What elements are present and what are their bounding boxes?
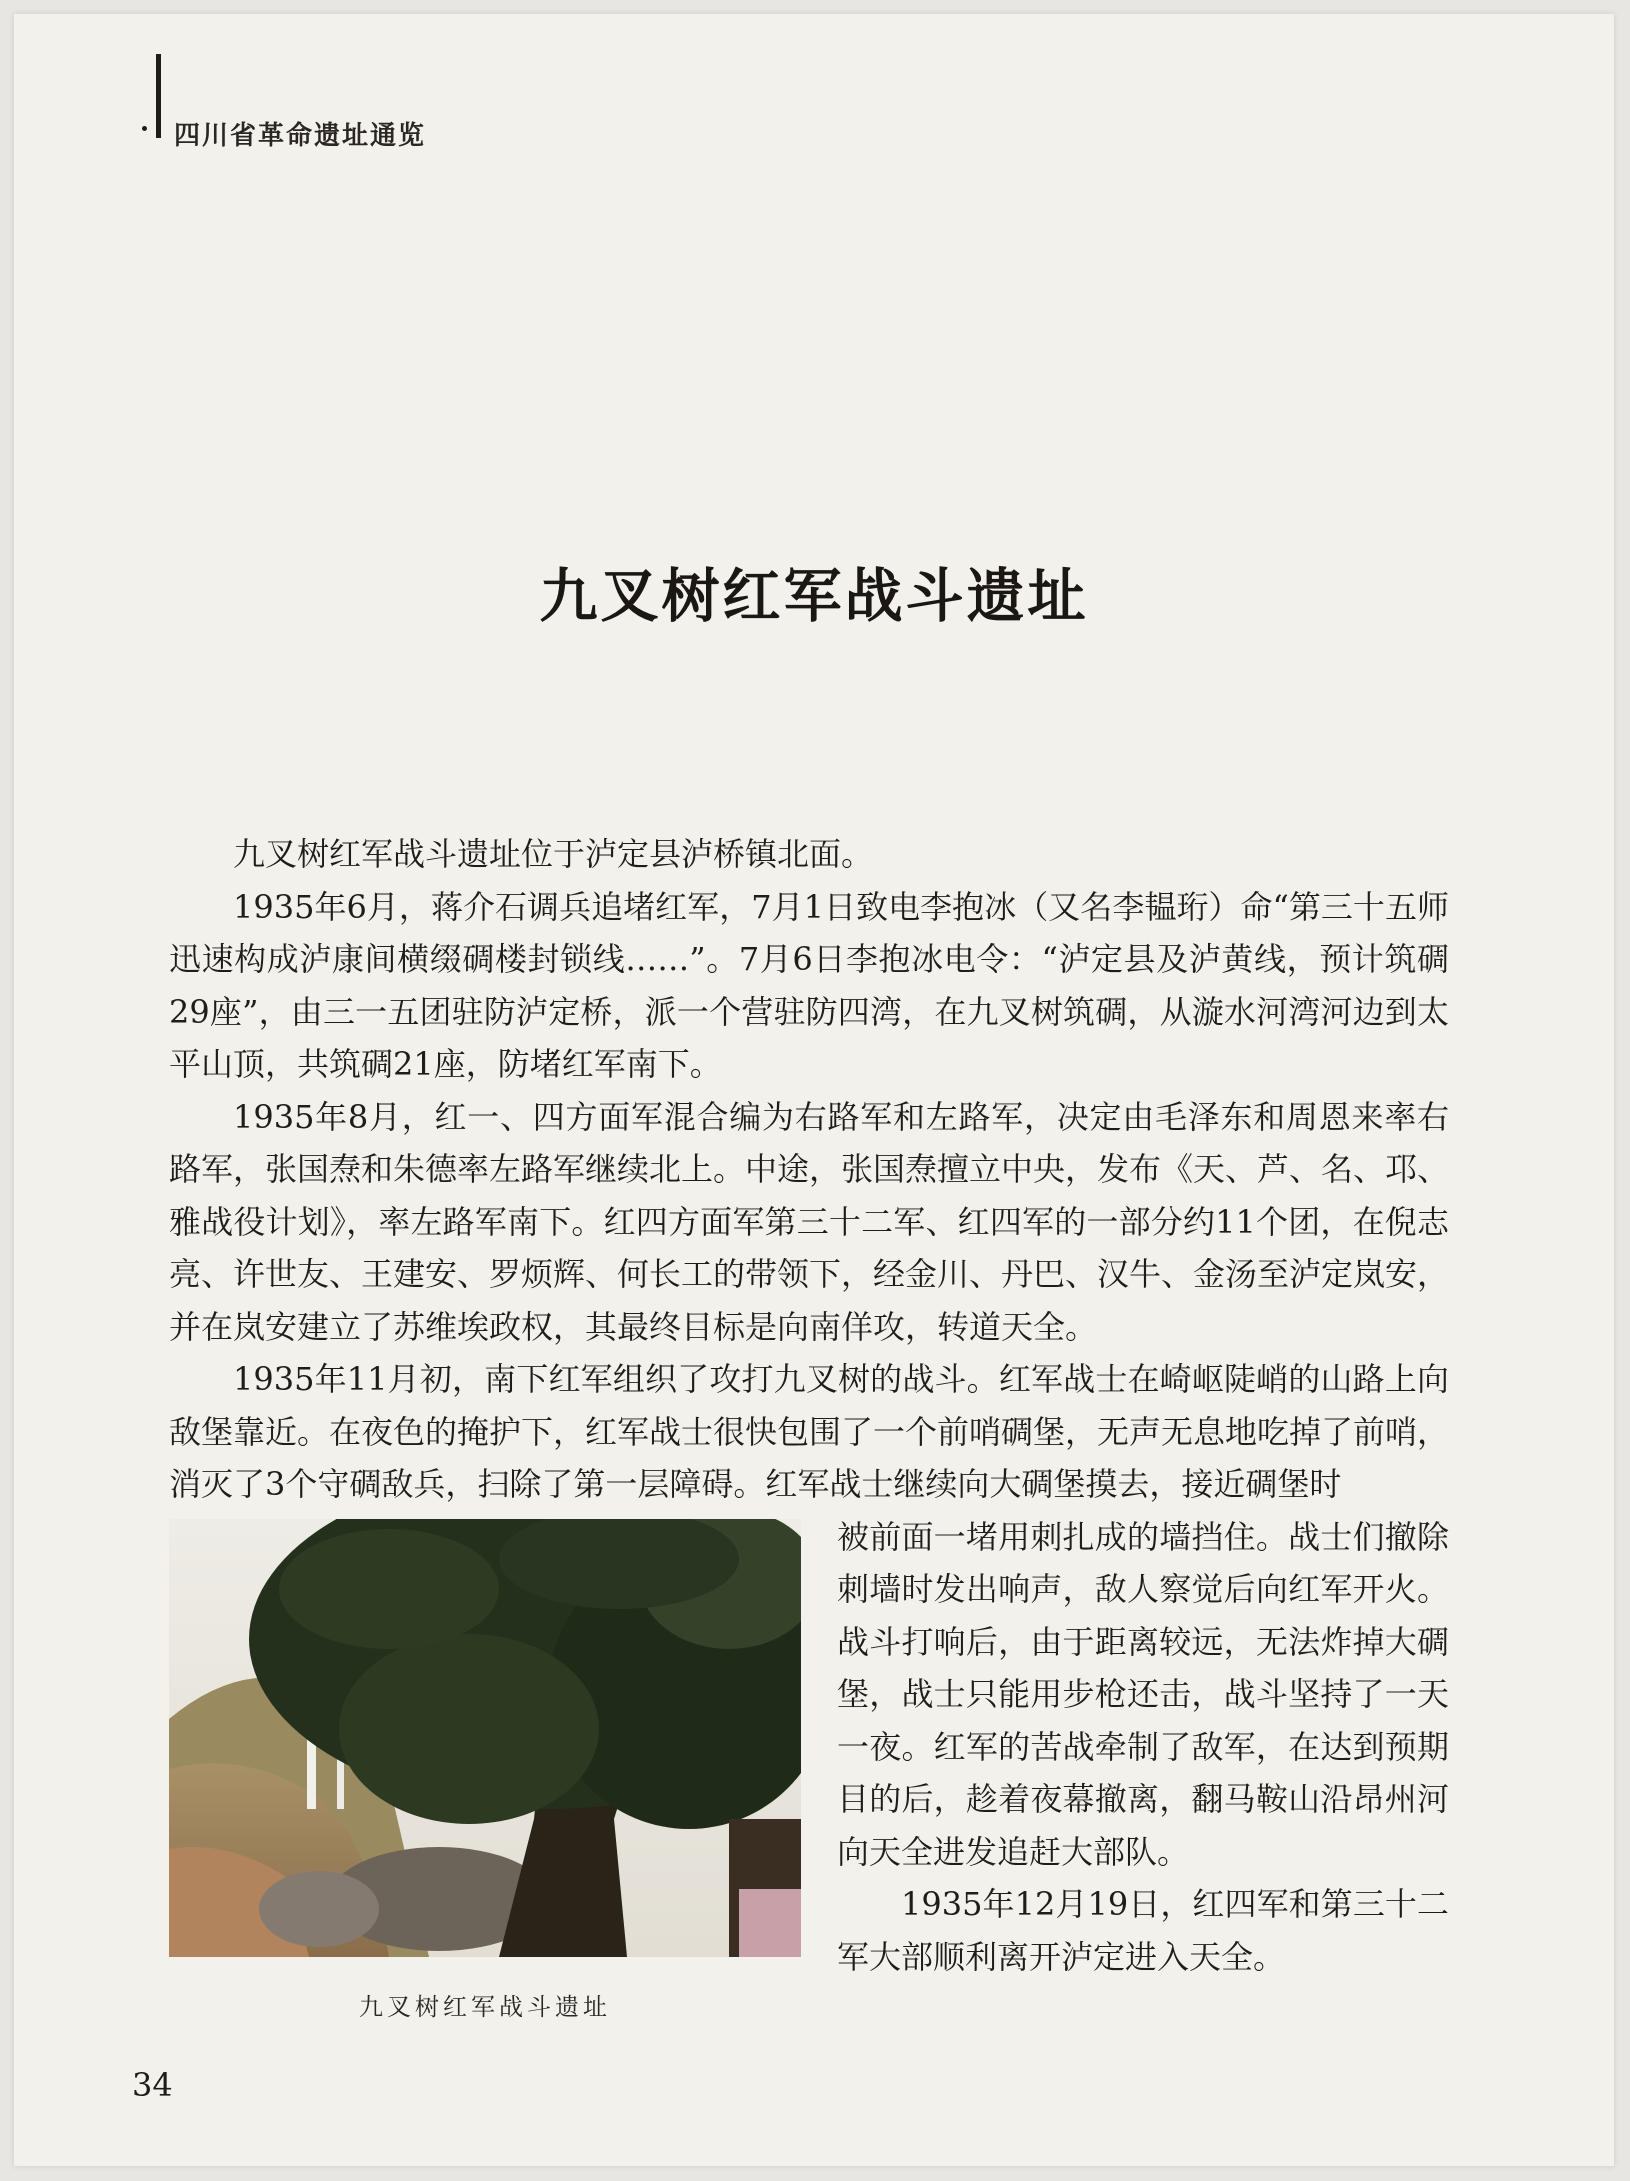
article-title: 九叉树红军战斗遗址 bbox=[539, 562, 1089, 630]
header-rule bbox=[156, 54, 161, 138]
page-number: 34 bbox=[132, 2066, 173, 2104]
article-body bbox=[169, 828, 1449, 2045]
book-title: 四川省革命遗址通览 bbox=[174, 121, 427, 151]
figure-caption: 九叉树红军战斗遗址 bbox=[359, 1992, 611, 2021]
paragraph-1: 九叉树红军战斗遗址位于泸定县泸桥镇北面。 bbox=[233, 835, 874, 873]
paragraph-4: 1935年11月初，南下红军组织了攻打九叉树的战斗。红军战士在崎岖陡峭的山路上向敌堡靠近。在夜色的掩护下，红军战士很快包围了一个前哨碉堡，无声无息地吃掉了前哨，消灭了3个守碉敌兵，扫除了第一层障碍。红军战士继续向大碉堡摸去，接近碉堡时 bbox=[169, 1360, 1450, 1503]
site-photo bbox=[169, 1519, 801, 1957]
paragraph-6: 1935年12月19日，红四军和第三十二军大部顺利离开泸定进入天全。 bbox=[837, 1885, 1449, 1976]
figure bbox=[169, 1517, 801, 2045]
paragraph-3: 1935年8月，红一、四方面军混合编为右路军和左路军，决定由毛泽东和周恩来率右路军，张国焘和朱德率左路军继续北上。中途，张国焘擅立中央，发布《天、芦、名、邛、雅战役计划》，率左路军南下。红四方面军第三十二军、红四军的一部分约11个团，在倪志亮、许世友、王建安、罗烦辉、何长工的带领下，经金川、丹巴、汉牛、金汤至泸定岚安，并在岚安建立了苏维埃政权，其最终目标是向南佯攻，转道天全。 bbox=[169, 1097, 1450, 1346]
page bbox=[14, 14, 1614, 2166]
header-dot bbox=[142, 126, 147, 131]
paragraph-5: 被前面一堵用刺扎成的墙挡住。战士们撤除刺墙时发出响声，敌人察觉后向红军开火。战斗打响后，由于距离较远，无法炸掉大碉堡，战士只能用步枪还击，战斗坚持了一天一夜。红军的苦战牵制了敌军，在达到预期目的后，趁着夜幕撤离，翻马鞍山沿昂州河向天全进发追赶大部队。 bbox=[837, 1517, 1449, 1871]
paragraph-2: 1935年6月，蒋介石调兵追堵红军，7月1日致电李抱冰（又名李韫珩）命“第三十五师迅速构成泸康间横缀碉楼封锁线……”。7月6日李抱冰电令：“泸定县及泸黄线，预计筑碉29座”，由三一五团驻防泸定桥，派一个营驻防四湾，在九叉树筑碉，从漩水河湾河边到太平山顶，共筑碉21座，防堵红军南下。 bbox=[169, 887, 1449, 1083]
